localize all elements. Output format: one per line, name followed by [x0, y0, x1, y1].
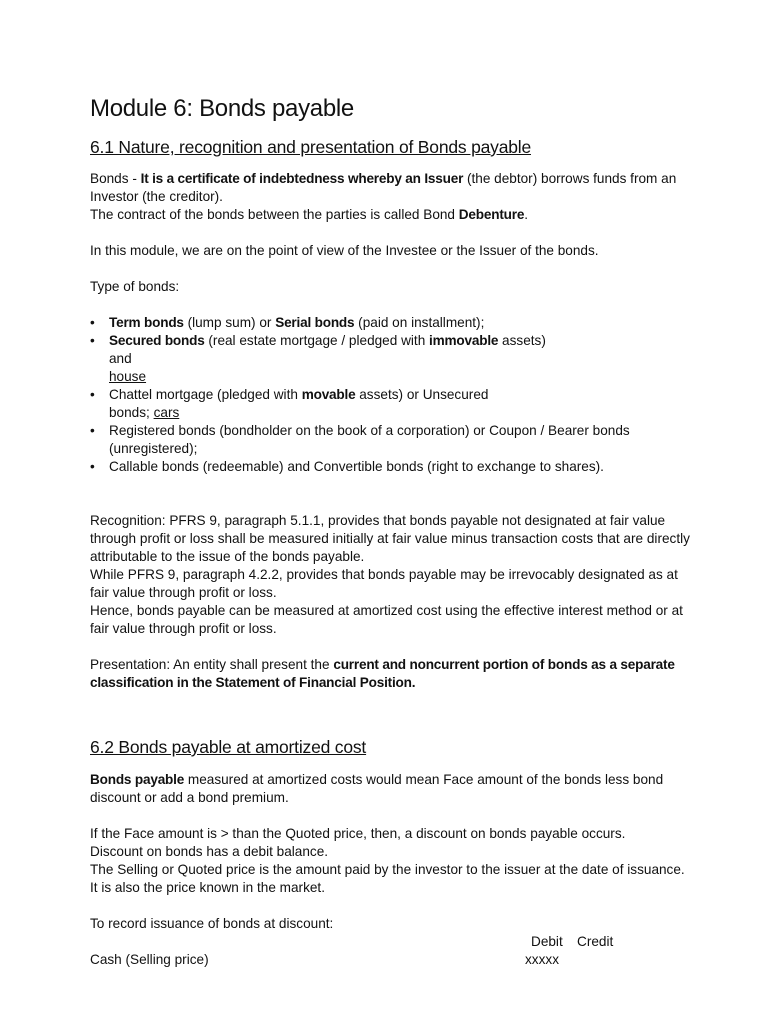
movable-bold: movable	[301, 387, 356, 402]
paragraph-text: measured at amortized costs would mean Face amount of the bonds less bond discount or add a bond premium.	[90, 772, 664, 805]
list-text: Chattel mortgage (pledged with	[109, 387, 302, 402]
serial-bonds-bold: Serial bonds	[275, 315, 355, 330]
bonds-payable-bold: Bonds payable	[90, 772, 185, 787]
presentation-paragraph	[90, 656, 690, 692]
definition-bold: It is a certificate of indebtedness whereby an Issuer	[140, 171, 464, 186]
presentation-lead: Presentation: An entity shall present the	[90, 657, 334, 672]
list-text: assets) or Unsecured	[355, 387, 489, 402]
bonds-definition	[90, 170, 690, 206]
amortized-cost-paragraph	[90, 771, 690, 807]
list-text: (paid on installment);	[354, 315, 485, 330]
recognition-paragraph-3: Hence, bonds payable can be measured at amortized cost using the effective interest method or at fair value through profit or loss.	[90, 603, 683, 636]
recognition-paragraph-1: Recognition: PFRS 9, paragraph 5.1.1, provides that bonds payable not designated at fair value through profit or loss shall be measured initially at fair value minus transaction costs that are directly attributable to the issue of the bonds payable.	[90, 513, 690, 564]
debit-balance-paragraph: Discount on bonds has a debit balance.	[90, 844, 329, 859]
secured-bonds-bold: Secured bonds	[109, 333, 205, 348]
journal-row	[90, 951, 690, 969]
contract-text: The contract of the bonds between the parties is called Bond	[90, 207, 459, 222]
document-content	[90, 94, 690, 969]
presentation-bold: current and noncurrent portion of bonds as a separate classification in the Statement of Financial Position.	[90, 657, 675, 690]
list-item: • Callable bonds (redeemable) and Convertible bonds (right to exchange to shares).	[90, 458, 690, 476]
list-item	[90, 314, 690, 332]
definition-rest: (the debtor) borrows funds from an Investor (the creditor).	[90, 171, 677, 204]
types-label: Type of bonds:	[90, 279, 180, 294]
selling-price-paragraph: The Selling or Quoted price is the amount paid by the investor to the issuer at the date of issuance. It is also the price known in the market.	[90, 862, 685, 895]
journal-debit-value: xxxxx	[525, 952, 559, 967]
credit-header: Credit	[577, 934, 614, 949]
bond-types-list	[90, 314, 690, 476]
viewpoint-paragraph: In this module, we are on the point of view of the Investee or the Issuer of the bonds.	[90, 243, 599, 258]
debit-header: Debit	[531, 934, 563, 949]
list-text: (lump sum) or	[183, 315, 276, 330]
list-text: (real estate mortgage / pledged with	[204, 333, 430, 348]
cars-underlined: cars	[153, 405, 180, 420]
contract-sentence	[90, 206, 690, 224]
journal-header	[90, 933, 690, 951]
contract-bold: Debenture	[458, 207, 525, 222]
journal-account: Cash (Selling price)	[90, 952, 209, 967]
list-item-body	[109, 332, 549, 386]
section-heading-6-1: 6.1 Nature, recognition and presentation of Bonds payable	[90, 137, 531, 157]
list-item: • Registered bonds (bondholder on the book of a corporation) or Coupon / Bearer bonds (unregistered);	[90, 422, 690, 458]
list-text: bonds;	[109, 405, 154, 420]
page-title: Module 6: Bonds payable	[90, 95, 354, 122]
list-text: assets) and	[109, 333, 546, 366]
immovable-bold: immovable	[429, 333, 499, 348]
house-underlined: house	[109, 369, 147, 384]
list-item	[90, 386, 690, 422]
list-item	[90, 332, 690, 386]
recognition-paragraph-2: While PFRS 9, paragraph 4.2.2, provides that bonds payable may be irrevocably designated as at fair value through profit or loss.	[90, 567, 678, 600]
list-item-body	[109, 386, 549, 422]
definition-lead: Bonds -	[90, 171, 141, 186]
contract-end: .	[524, 207, 528, 222]
term-bonds-bold: Term bonds	[109, 315, 184, 330]
discount-paragraph: If the Face amount is > than the Quoted price, then, a discount on bonds payable occurs.	[90, 826, 626, 841]
section-heading-6-2: 6.2 Bonds payable at amortized cost	[90, 737, 367, 757]
issuance-label: To record issuance of bonds at discount:	[90, 916, 334, 931]
